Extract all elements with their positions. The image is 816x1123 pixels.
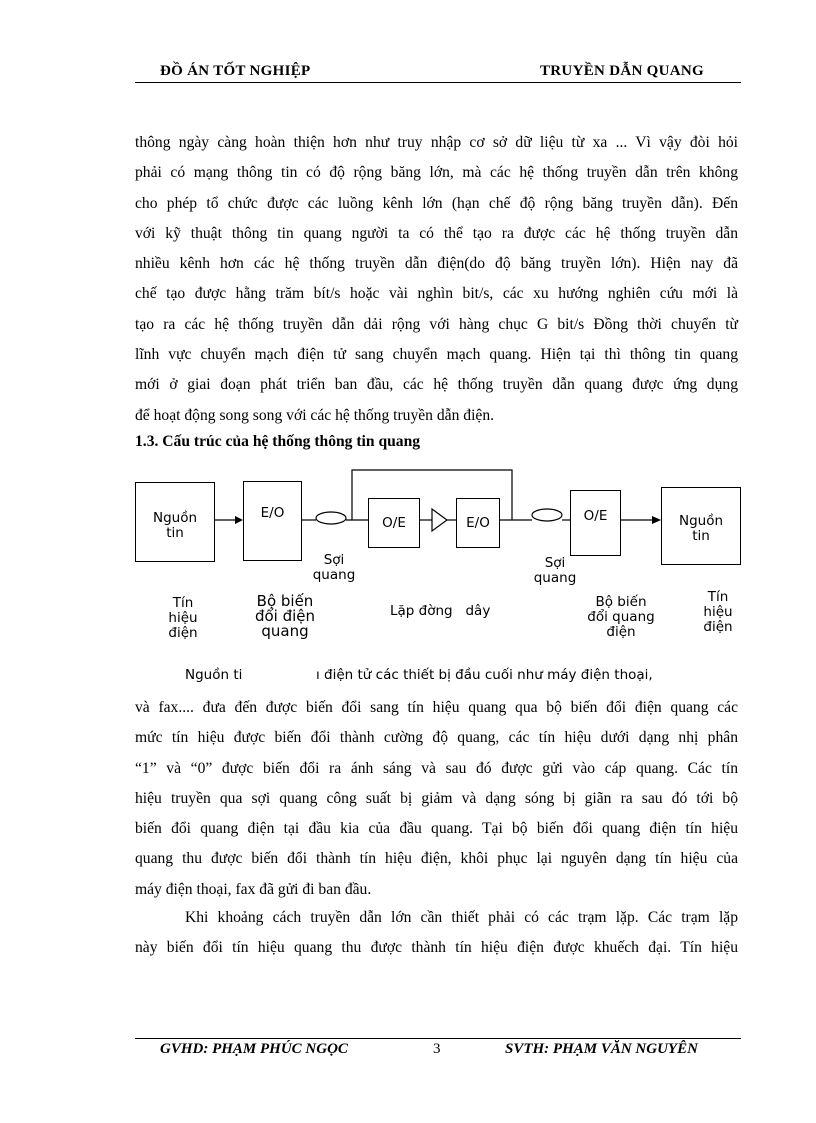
oe-box-2-label: O/E <box>583 508 608 524</box>
text-line: thông ngày càng hoàn thiện hơn như truy nhập cơ sở dữ liệu từ xa ... Vì vậy đòi hỏi <box>135 134 738 151</box>
text-line: cho phép tổ chức được các luồng kênh lớn (hạn chế độ rộng băng truyền dẫn). Đến <box>135 194 738 212</box>
eo-box-1-label: E/O <box>260 505 285 521</box>
text-line: hiệu truyền qua sợi quang công suất bị giảm và dạng sóng bị giãn ra sau đó tới bộ <box>135 789 738 807</box>
fiber-label-1: Sợi quang <box>312 552 356 583</box>
caption-eo-converter: Bộ biến đổi điện quang <box>254 592 316 640</box>
text-line: biến đổi quang điện tại đầu kia của đầu quang. Tại bộ biến đổi quang điện tín hiệu <box>135 820 738 838</box>
arrow-head <box>652 516 661 524</box>
oe-box-1 <box>368 498 420 548</box>
text-line: Khi khoảng cách truyền dẫn lớn cần thiết phải có các trạm lặp. Các trạm lặp <box>185 909 738 926</box>
text-line: mức tín hiệu được biến đổi thành cường độ quang, các tín hiệu dưới dạng nhị phân <box>135 729 738 747</box>
caption-signal-right: Tín hiệu điện <box>703 589 733 635</box>
text-line: quang thu được biến đổi thành tín hiệu điện, khôi phục lại nguyên dạng tín hiệu của <box>135 850 738 868</box>
header-right: TRUYỀN DẪN QUANG <box>540 63 704 79</box>
paragraph-2-first-right: ı điện tử các thiết bị đầu cuối như máy điện thoại, <box>316 667 653 683</box>
text-line: nhiều kênh hơn các hệ thống truyền dẫn điện(do độ băng truyền lớn). Hiện nay đã <box>135 255 738 273</box>
text-line: và fax.... đưa đến được biến đổi sang tín hiệu quang qua bộ biến đổi điện quang các <box>135 699 738 716</box>
text-line: máy điện thoại, fax đã gửi đi ban đầu. <box>135 880 372 898</box>
fiber-coil-2 <box>532 509 562 521</box>
source-box <box>135 482 215 562</box>
paragraph-2-first-left: Nguồn ti <box>185 667 243 683</box>
text-line: này biến đổi tín hiệu quang thu được thành tín hiệu điện được khuếch đại. Tín hiệu <box>135 939 738 957</box>
destination-box <box>661 487 741 565</box>
text-line: chế tạo được hằng trăm bít/s hoặc vài nghìn bit/s, các xu hướng nghiên cứu mới là <box>135 285 738 303</box>
footer-left: GVHD: PHẠM PHÚC NGỌC <box>160 1041 348 1057</box>
fiber-coil-1 <box>316 512 346 524</box>
destination-box-label: Nguồn tin <box>678 513 724 544</box>
text-line: mới ở giai đoạn phát triển ban đầu, các hệ thống truyền dẫn quang được ứng dụng <box>135 376 738 394</box>
text-line: với kỹ thuật thông tin quang người ta có thể tạo ra được các hệ thống truyền dẫn <box>135 224 738 242</box>
text-line: “1” và “0” được biến đổi ra ánh sáng và sau đó được gửi vào cáp quang. Các tín <box>135 759 738 777</box>
caption-repeater: Lặp đờng dây <box>390 603 491 619</box>
eo-box-2 <box>456 498 500 548</box>
caption-signal-left: Tín hiệu điện <box>168 595 198 641</box>
source-box-label: Nguồn tin <box>152 510 198 541</box>
header-left: ĐỒ ÁN TỐT NGHIỆP <box>160 63 311 79</box>
paragraph-2 <box>135 693 738 905</box>
text-line: lĩnh vực chuyển mạch điện tử sang chuyển mạch quang. Hiện tại thì thông tin quang <box>135 346 738 364</box>
oe-box-1-label: O/E <box>382 515 406 531</box>
text-line: tạo ra các hệ thống truyền dẫn dải rộng với hàng chục G bit/s Đồng thời chuyển từ <box>135 315 738 333</box>
amplifier-triangle <box>432 509 447 531</box>
oe-box-2 <box>570 490 621 556</box>
eo-box-1 <box>243 481 302 561</box>
page-number: 3 <box>433 1041 441 1057</box>
eo-box-2-label: E/O <box>466 515 490 531</box>
footer-right: SVTH: PHẠM VĂN NGUYÊN <box>505 1041 698 1057</box>
text-line: để hoạt động song song với các hệ thống truyền dẫn điện. <box>135 406 495 424</box>
footer-rule <box>135 1038 741 1039</box>
section-heading: 1.3. Cấu trúc của hệ thống thông tin quang <box>135 433 421 450</box>
caption-oe-converter: Bộ biến đổi quang điện <box>587 594 655 640</box>
arrow-head <box>235 516 243 524</box>
fiber-label-2: Sợi quang <box>533 555 577 586</box>
paragraph-3 <box>135 903 738 964</box>
text-line: phải có mạng thông tin có độ rộng băng lớn, mà các hệ thống truyền dẫn trên không <box>135 164 738 182</box>
